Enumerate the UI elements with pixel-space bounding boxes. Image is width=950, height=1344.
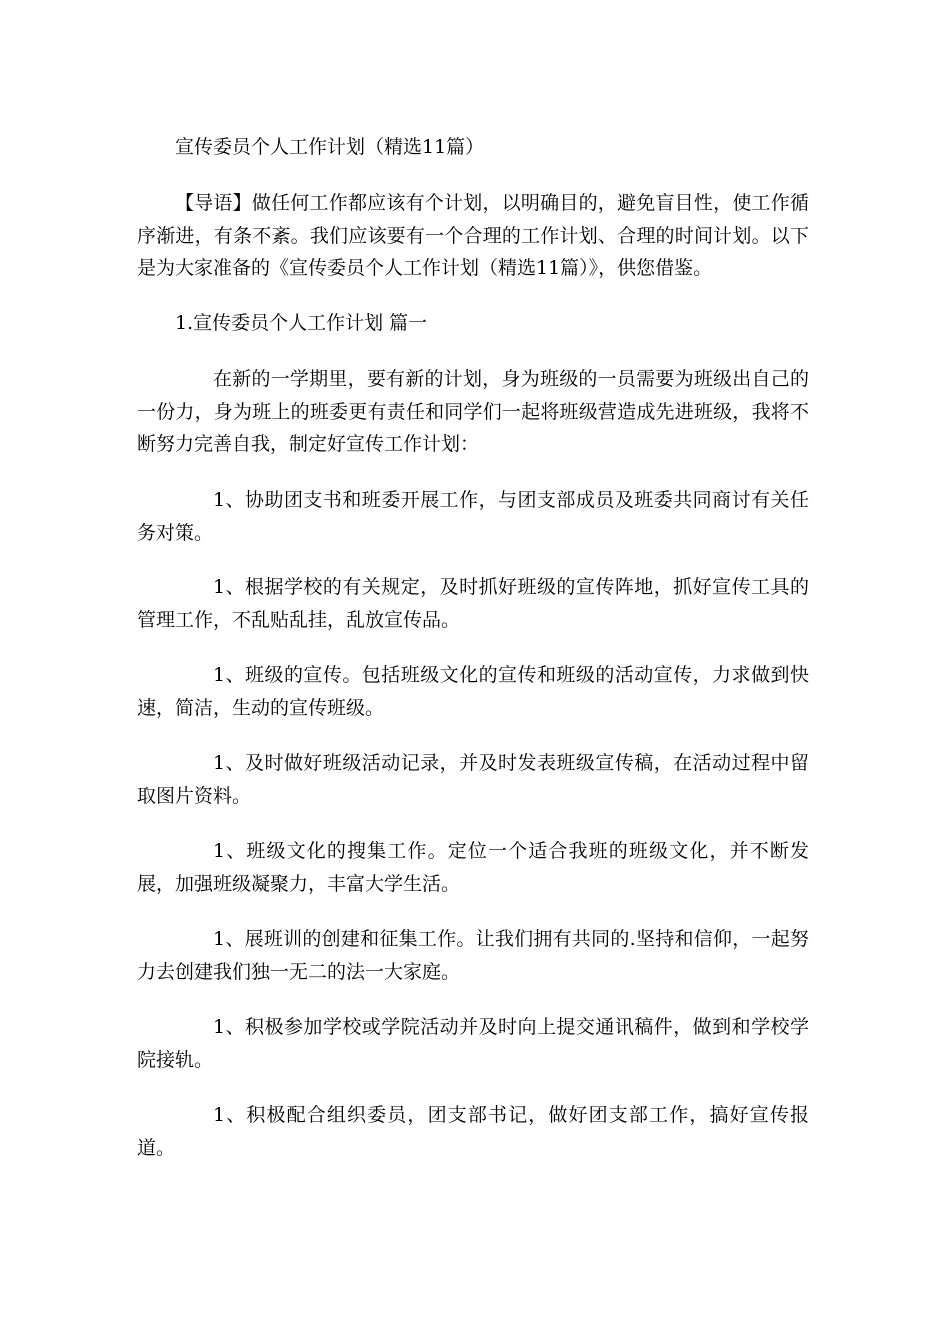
section-heading: 1.宣传委员个人工作计划 篇一 <box>175 312 428 334</box>
plan-item: 1、班级的宣传。包括班级文化的宣传和班级的活动宣传，力求做到快速，简洁，生动的宣传班级。 <box>137 664 809 719</box>
plan-item: 1、协助团支书和班委开展工作，与团支部成员及班委共同商讨有关任务对策。 <box>137 489 809 544</box>
intro-label: 【导语】 <box>175 192 252 214</box>
plan-item: 1、积极配合组织委员，团支部书记，做好团支部工作，搞好宣传报道。 <box>137 1104 809 1159</box>
body-paragraph: 在新的一学期里，要有新的计划，身为班级的一员需要为班级出自己的一份力，身为班上的班委更有责任和同学们一起将班级营造成先进班级，我将不断努力完善自我，制定好宣传工作计划： <box>137 368 809 455</box>
plan-item: 1、展班训的创建和征集工作。让我们拥有共同的.坚持和信仰，一起努力去创建我们独一无二的法一大家庭。 <box>137 928 809 983</box>
intro-paragraph <box>137 187 809 285</box>
intro-text: 做任何工作都应该有个计划，以明确目的，避免盲目性，使工作循序渐进，有条不紊。我们应该要有一个合理的工作计划、合理的时间计划。以下是为大家准备的《宣传委员个人工作计划（精选11篇）》，供您借鉴。 <box>137 192 809 279</box>
plan-item: 1、班级文化的搜集工作。定位一个适合我班的班级文化，并不断发展，加强班级凝聚力，丰富大学生活。 <box>137 840 809 895</box>
plan-item: 1、积极参加学校或学院活动并及时向上提交通讯稿件，做到和学校学院接轨。 <box>137 1016 809 1071</box>
plan-item: 1、及时做好班级活动记录，并及时发表班级宣传稿，在活动过程中留取图片资料。 <box>137 752 809 807</box>
plan-item: 1、根据学校的有关规定，及时抓好班级的宣传阵地，抓好宣传工具的管理工作，不乱贴乱挂，乱放宣传品。 <box>137 576 809 631</box>
document-title: 宣传委员个人工作计划（精选11篇） <box>175 136 485 158</box>
